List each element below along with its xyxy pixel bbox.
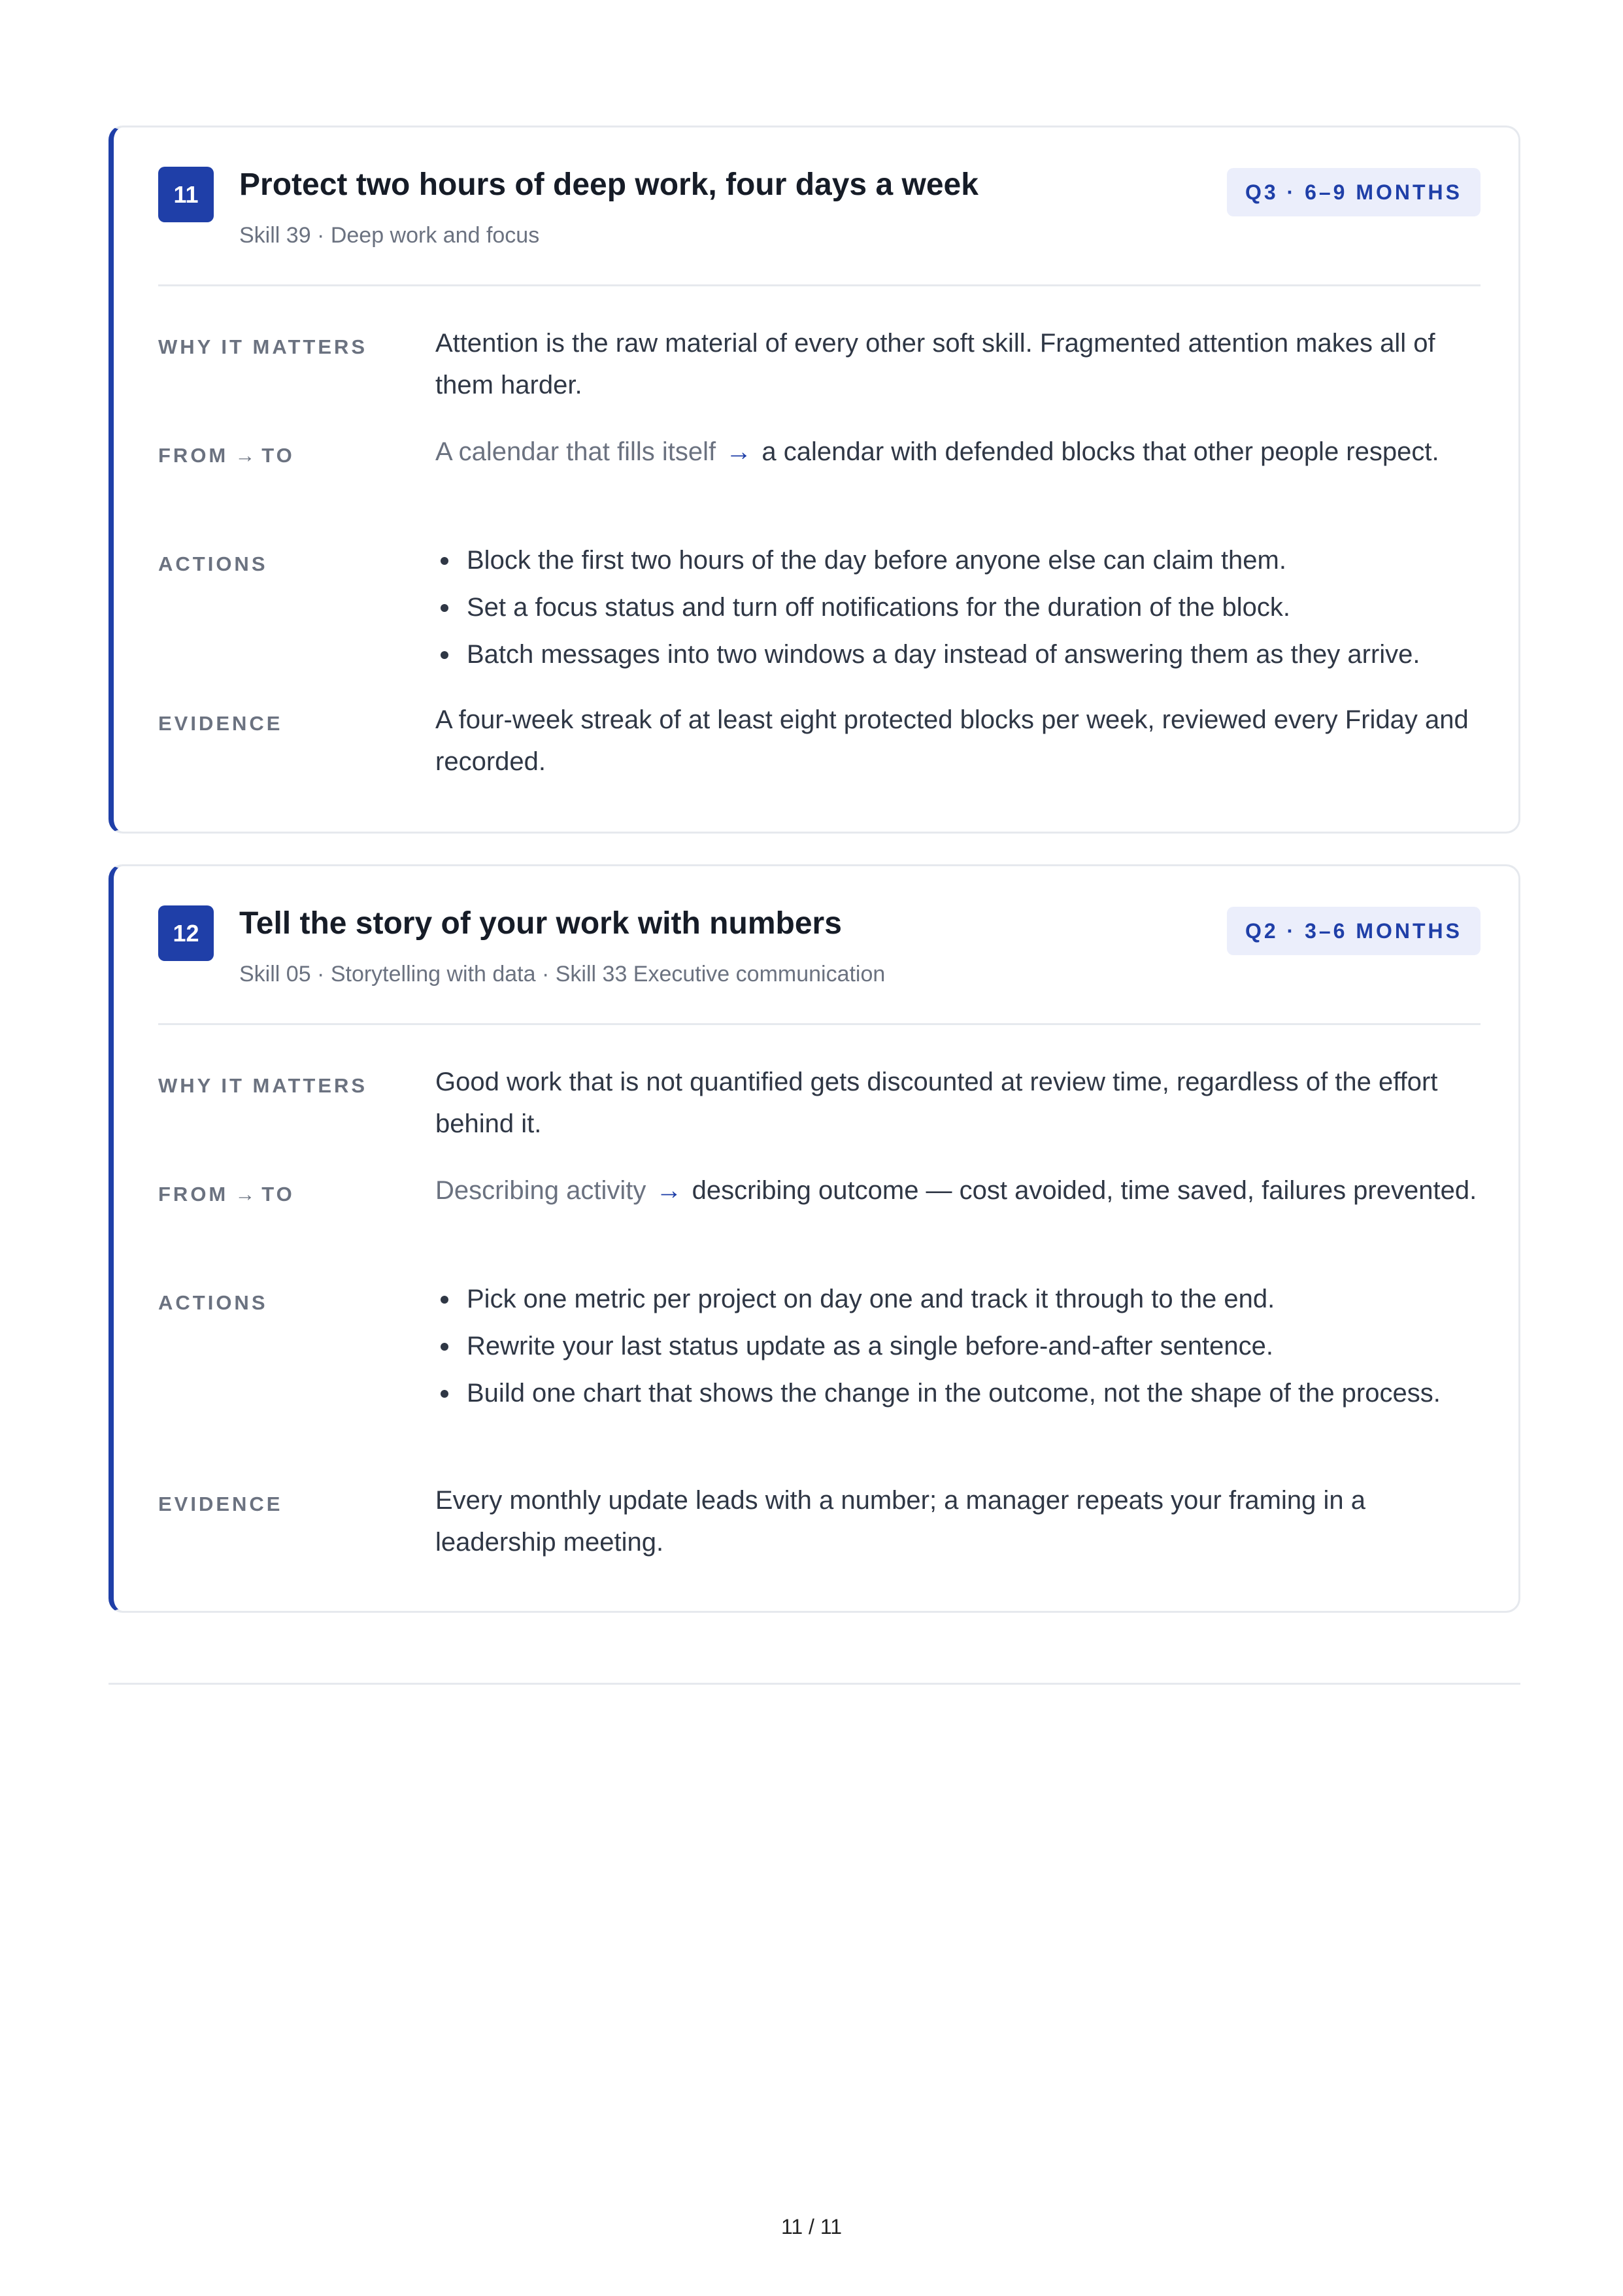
why-it-matters-text: Good work that is not quantified gets discounted at review time, regardless of the effort behind it. [435,1068,1438,1138]
goal-title: Tell the story of your work with numbers [239,906,842,941]
label-from: FROM [158,444,229,467]
action-item: Build one chart that shows the change in the outcome, not the shape of the process. [435,1372,1481,1414]
goal-skills: Skill 39 · Deep work and focus [239,223,540,248]
goal-skills: Skill 05 · Storytelling with data · Skill 33 Executive communication [239,962,886,987]
from-text: Describing activity [435,1176,646,1205]
label-actions: ACTIONS [158,1291,268,1314]
arrow-icon: → [656,1176,682,1205]
label-from-to [158,444,295,467]
footer-divider [109,1683,1520,1685]
why-it-matters-text: Attention is the raw material of every other soft skill. Fragmented attention makes all of them harder. [435,329,1435,399]
label-from: FROM [158,1183,229,1206]
actions-list-wrapper [435,1278,1481,1419]
to-text: a calendar with defended blocks that other people respect. [761,437,1439,466]
goal-title: Protect two hours of deep work, four days a week [239,167,979,202]
from-to-text [435,1170,1481,1211]
goal-number-badge: 11 [158,167,214,222]
arrow-icon: → [235,1183,256,1206]
action-item: Batch messages into two windows a day instead of answering them as they arrive. [435,633,1481,675]
timeline-badge: Q3 · 6–9 MONTHS [1227,168,1481,216]
goal-card [109,126,1520,834]
card-divider [158,1023,1481,1025]
evidence-text: Every monthly update leads with a number; a manager repeats your framing in a leadership meeting. [435,1486,1365,1557]
evidence-text: A four-week streak of at least eight protected blocks per week, reviewed every Friday and recorded. [435,705,1469,776]
from-to-text [435,431,1481,473]
label-to: TO [261,1183,295,1206]
label-from-to [158,1183,295,1206]
arrow-icon: → [726,437,752,466]
page-number: 11 / 11 [780,2215,843,2238]
goal-card [109,864,1520,1613]
arrow-icon: → [235,444,256,467]
label-evidence: EVIDENCE [158,712,283,735]
actions-list [435,1278,1481,1414]
action-item: Rewrite your last status update as a single before-and-after sentence. [435,1325,1481,1367]
actions-list-wrapper [435,539,1481,681]
label-to: TO [261,444,295,467]
timeline-badge: Q2 · 3–6 MONTHS [1227,907,1481,955]
goal-number-badge: 12 [158,905,214,961]
card-divider [158,284,1481,286]
actions-list [435,539,1481,675]
from-text: A calendar that fills itself [435,437,716,466]
to-text: describing outcome — cost avoided, time saved, failures prevented. [692,1176,1477,1205]
label-why-it-matters: WHY IT MATTERS [158,1074,368,1097]
action-item: Pick one metric per project on day one and track it through to the end. [435,1278,1481,1320]
label-evidence: EVIDENCE [158,1493,283,1515]
label-actions: ACTIONS [158,552,268,575]
label-why-it-matters: WHY IT MATTERS [158,335,368,358]
action-item: Set a focus status and turn off notifications for the duration of the block. [435,586,1481,628]
action-item: Block the first two hours of the day before anyone else can claim them. [435,539,1481,581]
